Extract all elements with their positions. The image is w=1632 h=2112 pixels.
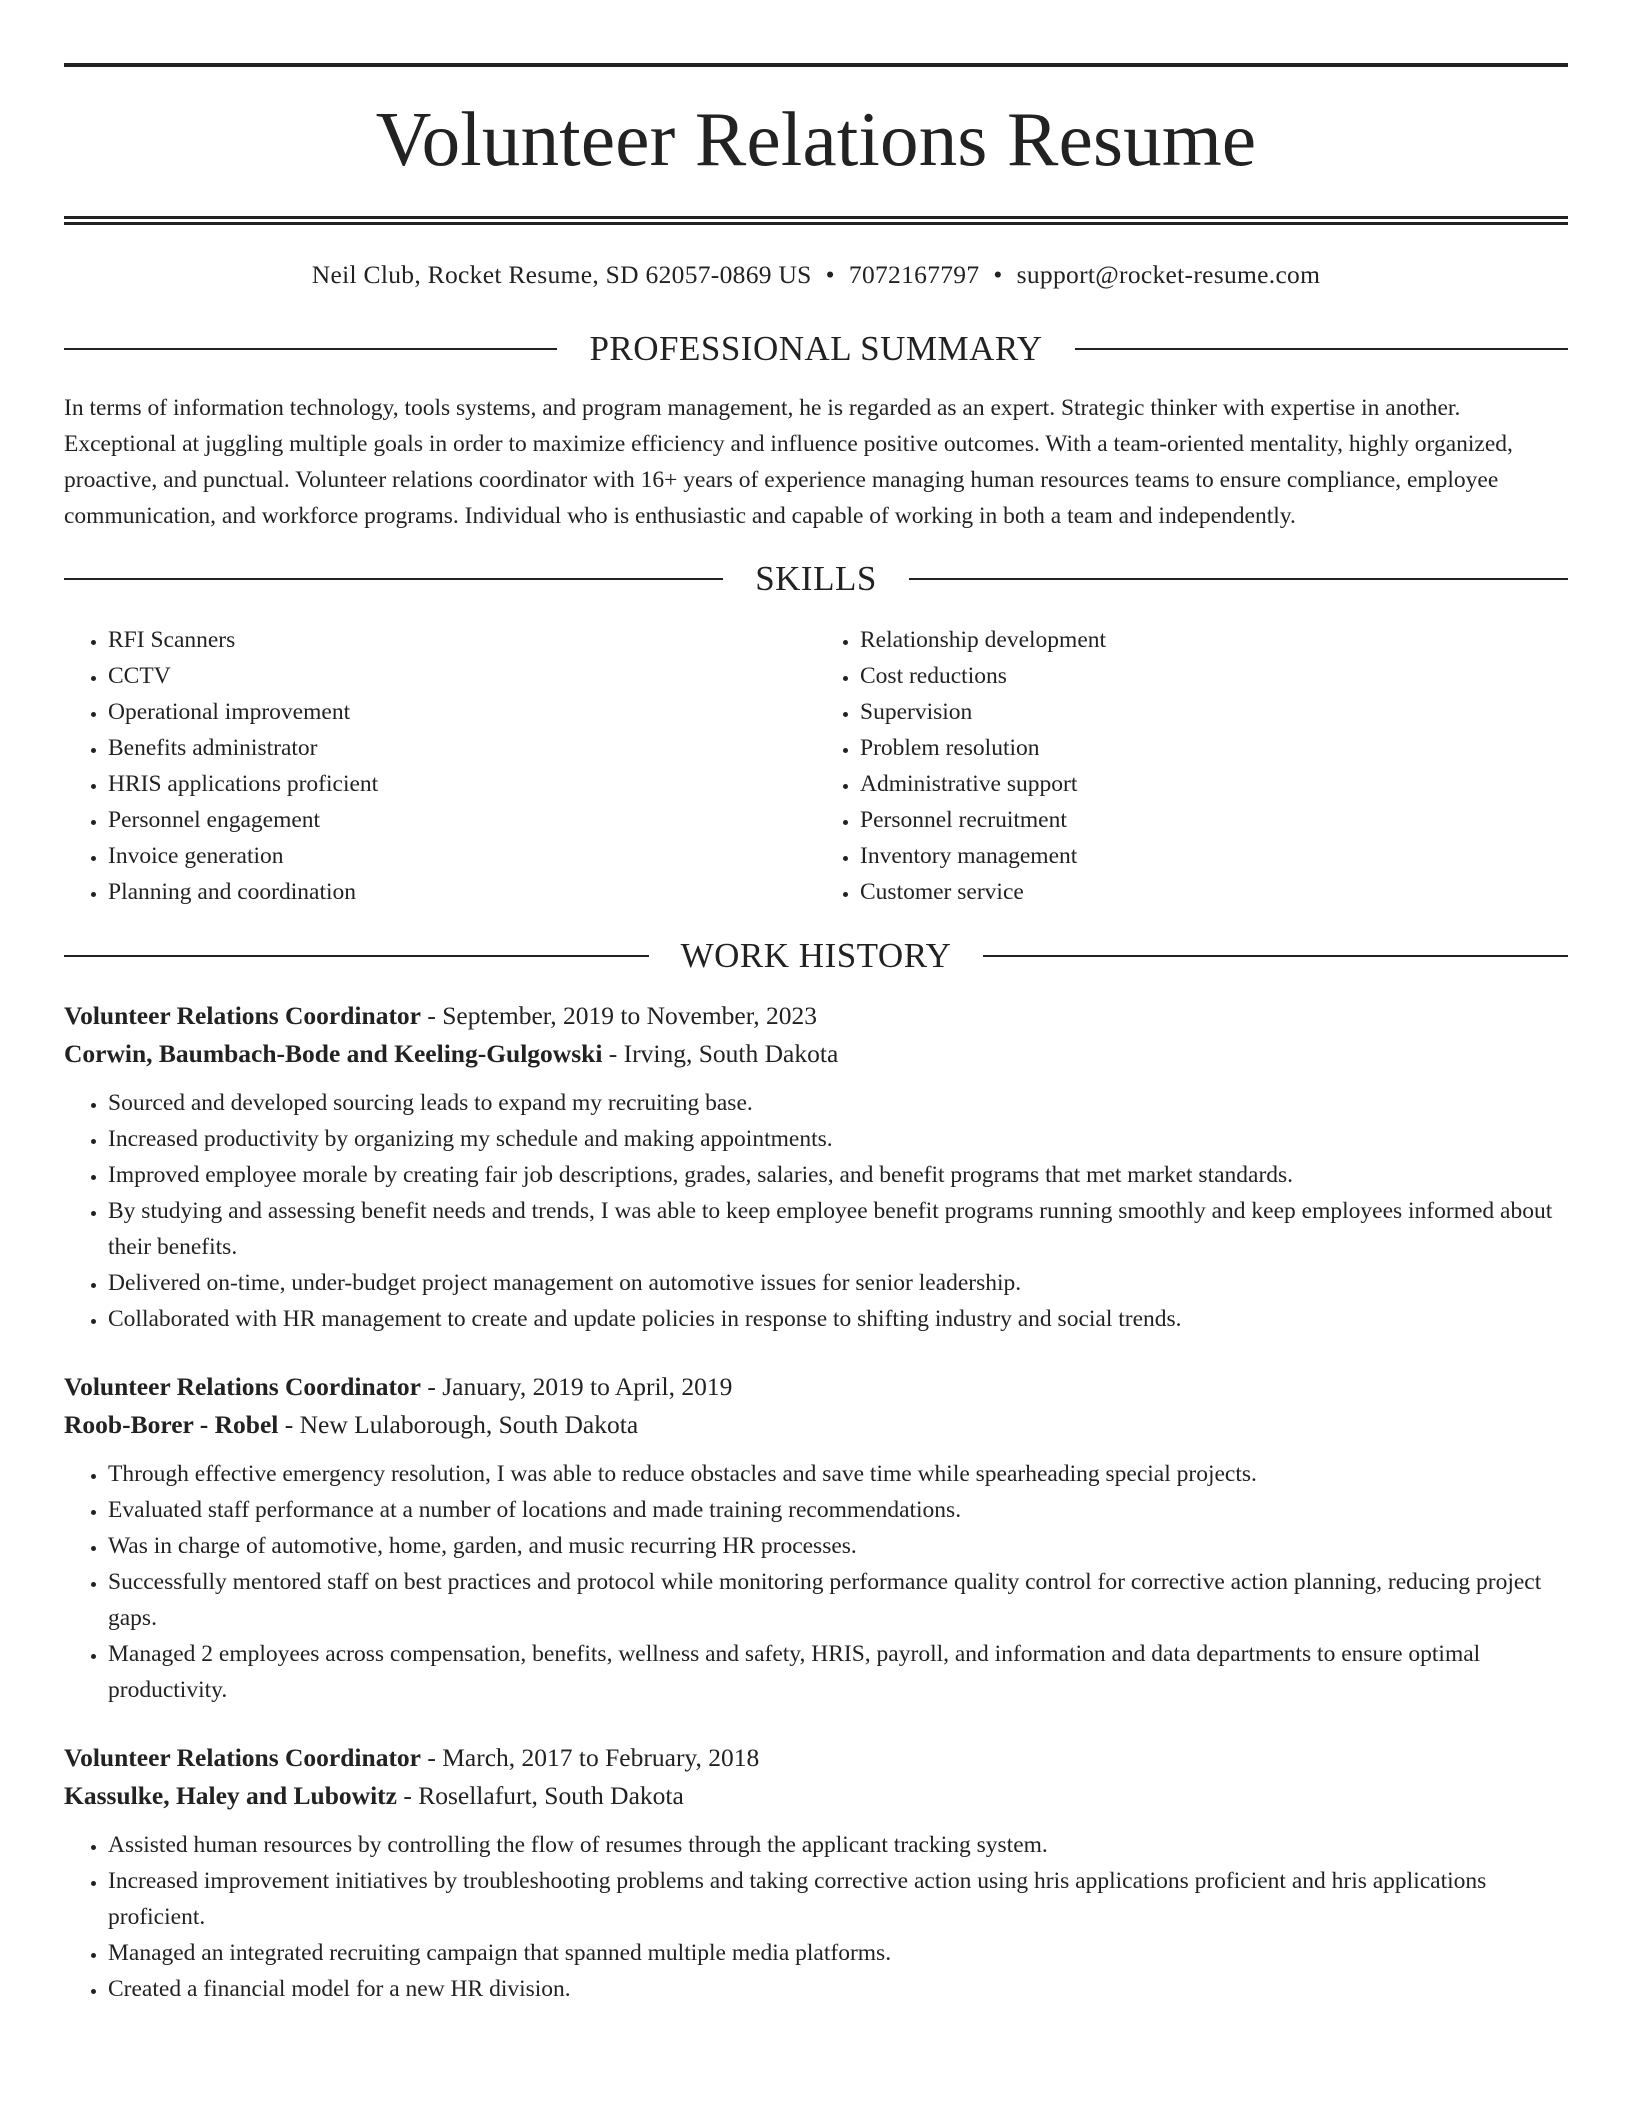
skill-item: • Planning and coordination (108, 874, 816, 910)
job-bullet: • Sourced and developed sourcing leads to expand my recruiting base. (108, 1085, 1568, 1121)
job-bullet: • Managed an integrated recruiting campaign that spanned multiple media platforms. (108, 1935, 1568, 1971)
skill-item: • Personnel engagement (108, 802, 816, 838)
job-dates: - January, 2019 to April, 2019 (421, 1372, 733, 1401)
work-history-list (64, 997, 1568, 2007)
section-rule-right (1075, 348, 1568, 350)
job-company: Roob-Borer - Robel (64, 1410, 279, 1439)
job-bullets (64, 1827, 1568, 2007)
job-bullet: • Managed 2 employees across compensation, benefits, wellness and safety, HRIS, payroll, and information and data departments to ensure optimal productivity. (108, 1636, 1568, 1708)
skills-heading: SKILLS (755, 559, 877, 598)
job-entry (64, 1368, 1568, 1708)
skill-item: • Relationship development (860, 622, 1568, 658)
section-rule-right (983, 955, 1568, 957)
top-rule (64, 63, 1568, 67)
job-bullet: • Collaborated with HR management to create and update policies in response to shifting industry and social trends. (108, 1301, 1568, 1337)
skill-item: • Invoice generation (108, 838, 816, 874)
job-bullet: • Assisted human resources by controlling the flow of resumes through the applicant tracking system. (108, 1827, 1568, 1863)
skill-item: • Benefits administrator (108, 730, 816, 766)
skills-column-left (64, 622, 816, 910)
skills-section-header (64, 559, 1568, 599)
skill-item: • HRIS applications proficient (108, 766, 816, 802)
job-bullet: • Through effective emergency resolution, I was able to reduce obstacles and save time while spearheading special projects. (108, 1456, 1568, 1492)
skill-item: • Problem resolution (860, 730, 1568, 766)
job-title: Volunteer Relations Coordinator (64, 1372, 421, 1401)
contact-address: Neil Club, Rocket Resume, SD 62057-0869 US (311, 260, 812, 289)
section-rule-left (64, 955, 649, 957)
job-location: - Irving, South Dakota (602, 1039, 839, 1068)
job-entry (64, 997, 1568, 1337)
job-bullet: • Evaluated staff performance at a number of locations and made training recommendations. (108, 1492, 1568, 1528)
skill-item: • RFI Scanners (108, 622, 816, 658)
skills-list (64, 622, 1568, 910)
summary-section-header (64, 329, 1568, 369)
summary-text: In terms of information technology, tools systems, and program management, he is regarded as an expert. Strategic thinker with expertise in another. Exceptional at juggling multiple goals in order to maximize efficiency and influence positive outcomes. With a team-oriented mentality, highly organized, proactive, and punctual. Volunteer relations coordinator with 16+ years of experience managing human resources teams to ensure compliance, employee communication, and workforce programs. Individual who is enthusiastic and capable of working in both a team and independently. (64, 395, 1513, 529)
contact-separator: • (993, 260, 1003, 289)
skill-item: • Inventory management (860, 838, 1568, 874)
section-rule-left (64, 578, 723, 580)
skill-item: • CCTV (108, 658, 816, 694)
job-company-line (64, 1035, 1568, 1073)
section-rule-left (64, 348, 557, 350)
skill-item: • Operational improvement (108, 694, 816, 730)
skills-column-right (816, 622, 1568, 910)
job-location: - New Lulaborough, South Dakota (278, 1410, 639, 1439)
contact-separator: • (825, 260, 835, 289)
job-company: Corwin, Baumbach-Bode and Keeling-Gulgowski (64, 1039, 603, 1068)
contact-phone: 7072167797 (848, 260, 980, 289)
work-heading: WORK HISTORY (680, 936, 952, 975)
job-bullet: • Created a financial model for a new HR division. (108, 1971, 1568, 2007)
job-bullet: • Delivered on-time, under-budget project management on automotive issues for senior leadership. (108, 1265, 1568, 1301)
skill-item: • Customer service (860, 874, 1568, 910)
job-company-line (64, 1406, 1568, 1444)
contact-email: support@rocket-resume.com (1016, 260, 1321, 289)
job-location: - Rosellafurt, South Dakota (396, 1781, 684, 1810)
job-title: Volunteer Relations Coordinator (64, 1001, 421, 1030)
skill-item: • Administrative support (860, 766, 1568, 802)
job-entry (64, 1739, 1568, 2007)
job-company: Kassulke, Haley and Lubowitz (64, 1781, 397, 1810)
job-bullet: • Successfully mentored staff on best practices and protocol while monitoring performance quality control for corrective action planning, reducing project gaps. (108, 1564, 1568, 1636)
contact-line (64, 259, 1568, 291)
work-section-header (64, 936, 1568, 976)
job-dates: - September, 2019 to November, 2023 (421, 1001, 817, 1030)
resume-title: Volunteer Relations Resume (375, 96, 1257, 182)
job-company-line (64, 1777, 1568, 1815)
job-bullets (64, 1085, 1568, 1337)
summary-heading: PROFESSIONAL SUMMARY (589, 329, 1043, 368)
job-bullet: • Increased productivity by organizing my schedule and making appointments. (108, 1121, 1568, 1157)
title-double-rule (64, 216, 1568, 225)
job-title: Volunteer Relations Coordinator (64, 1743, 421, 1772)
job-bullet: • Was in charge of automotive, home, garden, and music recurring HR processes. (108, 1528, 1568, 1564)
skill-item: • Personnel recruitment (860, 802, 1568, 838)
skill-item: • Cost reductions (860, 658, 1568, 694)
job-title-line (64, 997, 1568, 1035)
job-title-line (64, 1368, 1568, 1406)
skill-item: • Supervision (860, 694, 1568, 730)
job-bullet: • Improved employee morale by creating fair job descriptions, grades, salaries, and benefit programs that met market standards. (108, 1157, 1568, 1193)
job-dates: - March, 2017 to February, 2018 (421, 1743, 760, 1772)
section-rule-right (909, 578, 1568, 580)
job-bullet: • Increased improvement initiatives by troubleshooting problems and taking corrective action using hris applications proficient and hris applications proficient. (108, 1863, 1568, 1935)
job-bullet: • By studying and assessing benefit needs and trends, I was able to keep employee benefit programs running smoothly and keep employees informed about their benefits. (108, 1193, 1568, 1265)
job-bullets (64, 1456, 1568, 1708)
job-title-line (64, 1739, 1568, 1777)
